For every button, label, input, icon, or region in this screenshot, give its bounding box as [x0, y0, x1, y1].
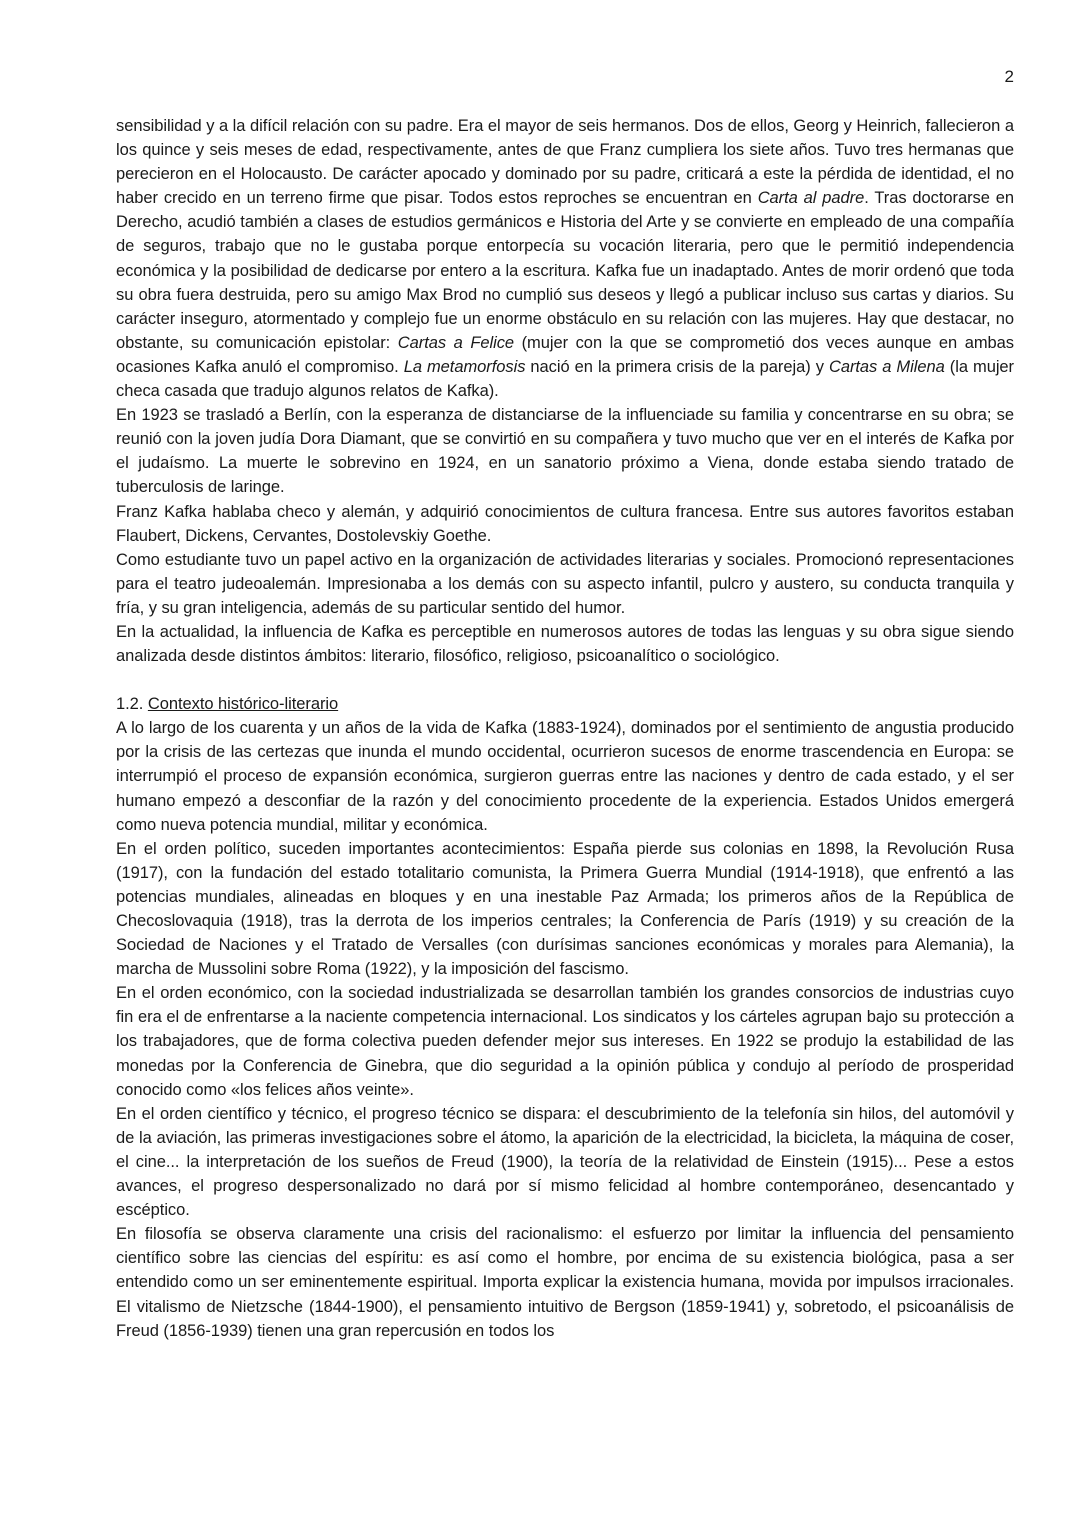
text-run: sensibilidad y a la difícil relación con su padre. Era el mayor de seis hermanos. Dos de ellos, Georg y Heinrich, fallecieron a los quince y seis meses de edad, respectivamente, antes de que Franz cumpliera los siete años. Tuvo tres hermanas que perecieron en el Holocausto. De carácter apocado y dominado por su padre, criticará a este la pérdida de identidad, el no haber crecido en un terreno firme que pisar. Todos estos reproches se encuentran en [116, 117, 1014, 208]
biography-section [116, 114, 1014, 668]
text-run: En la actualidad, la influencia de Kafka es perceptible en numerosos autores de todas las lenguas y su obra sigue siendo analizada desde distintos ámbitos: literario, filosófico, religioso, psicoanalítico o sociológico. [116, 622, 1014, 666]
italic-title: Cartas a Milena [828, 357, 945, 376]
paragraph: En el orden científico y técnico, el progreso técnico se dispara: el descubrimiento de la telefonía sin hilos, del automóvil y de la aviación, las primeras investigaciones sobre el átomo, la aparición de la electricidad, la bicicleta, la máquina de coser, el cine... la interpretación de los sueños de Freud (1900), la teoría de la relatividad de Einstein (1915)... Pese a estos avances, el progreso despersonalizado no dará por sí mismo felicidad al hombre contemporáneo, desencantado y escéptico. [116, 1104, 1014, 1220]
paragraph [116, 114, 1014, 403]
page-number: 2 [1004, 67, 1014, 86]
section-heading [116, 692, 1014, 716]
text-run: . Tras doctorarse en Derecho, acudió también a clases de estudios germánicos e Historia del Arte y se convierte en empleado de una compañía de seguros, trabajo que no le gustaba porque entorpecía su vocación literaria, pero que le permitió independencia económica y la posibilidad de dedicarse por entero a la escritura. Kafka fue un inadaptado. Antes de morir ordenó que toda su obra fuera destruida, pero su amigo Max Brod no cumplió sus deseos y llegó a publicar incluso sus cartas y diarios. Su carácter inseguro, atormentado y complejo fue un enorme obstáculo en su relación con las mujeres. Hay que destacar, no obstante, su comunicación epistolar: [116, 189, 1014, 352]
text-run: Como estudiante tuvo un papel activo en la organización de actividades literarias y sociales. Promocionó representaciones para el teatro judeoalemán. Impresionaba a los demás con su aspecto infantil, pulcro y austero, su conducta tranquila y fría, y su gran inteligencia, además de su particular sentido del humor. [116, 550, 1014, 617]
text-run: (la mujer checa casada que tradujo algunos relatos de Kafka). [116, 357, 1015, 401]
text-run: En 1923 se trasladó a Berlín, con la esperanza de distanciarse de la influenciade su familia y concentrarse en su obra; se reunió con la joven judía Dora Diamant, que se convirtió en su compañera y tuvo mucho que ver en el interés de Kafka por el judaísmo. La muerte le sobrevino en 1924, en un sanatorio próximo a Viena, donde estaba siendo tratado de tuberculosis de laringe. [116, 406, 1014, 497]
italic-title: La metamorfosis [403, 357, 526, 376]
paragraph: En el orden económico, con la sociedad industrializada se desarrollan también los grandes consorcios de industrias cuyo fin era el de enfrentarse a la naciente competencia internacional. Los sindicatos y los cárteles agrupan bajo su protección a los trabajadores, que de forma colectiva pueden defender mejor sus intereses. En 1922 se produjo la estabilidad de las monedas por la Conferencia de Ginebra, que dio seguridad a la opinión pública y condujo al período de prosperidad conocido como «los felices años veinte». [116, 984, 1014, 1099]
paragraph: En el orden político, suceden importantes acontecimientos: España pierde sus colonias en 1898, la Revolución Rusa (1917), con la fundación del estado totalitario comunista, la Primera Guerra Mundial (1914-1918), que enfrentó a las potencias mundiales, alineadas en bloques y en una inestable Paz Armada; los primeros años de la República de Checoslovaquia (1918), tras la derrota de los imperios centrales; la Conferencia de París (1919) y su creación de la Sociedad de Naciones y el Tratado de Versalles (con durísimas sanciones económicas y morales para Alemania), la marcha de Mussolini sobre Roma (1922), y la imposición del fascismo. [116, 839, 1014, 979]
paragraph [116, 620, 1014, 668]
section-heading-number: 1.2. [116, 695, 144, 714]
paragraph: A lo largo de los cuarenta y un años de la vida de Kafka (1883-1924), dominados por el sentimiento de angustia producido por la crisis de las certezas que inunda el mundo occidental, ocurrieron sucesos de enorme trascendencia en Europa: se interrumpió el proceso de expansión económica, surgieron guerras entre las naciones y dentro de cada estado, y el ser humano empezó a desconfiar de la razón y del conocimiento procedente de la experiencia. Estados Unidos emergerá como nueva potencia mundial, militar y económica. [116, 719, 1014, 834]
paragraph [116, 403, 1014, 499]
section-heading-title: Contexto histórico-literario [147, 695, 339, 714]
text-run: nació en la primera crisis de la pareja) y [525, 357, 829, 376]
italic-title: Cartas a Felice [397, 333, 515, 352]
paragraph [116, 500, 1014, 548]
paragraph [116, 548, 1014, 620]
text-run: Franz Kafka hablaba checo y alemán, y adquirió conocimientos de cultura francesa. Entre sus autores favoritos estaban Flaubert, Dickens, Cervantes, Dostolevskiy Goethe. [116, 502, 1014, 545]
paragraph: En filosofía se observa claramente una crisis del racionalismo: el esfuerzo por limitar la influencia del pensamiento científico sobre las ciencias del espíritu: es así como el hombre, por encima de su existencia biológica, pasa a ser entendido como un ser eminentemente espiritual. Importa explicar la existencia humana, movida por impulsos irracionales. El vitalismo de Nietzsche (1844-1900), el pensamiento intuitivo de Bergson (1859-1941) y, sobretodo, el psicoanálisis de Freud (1856-1939) tienen una gran repercusión en todos los [116, 1225, 1014, 1340]
page-body [116, 114, 1014, 1343]
italic-title: Carta al padre [757, 189, 865, 208]
text-run: (mujer con la que se comprometió dos veces aunque en ambas ocasiones Kafka anuló el compromiso. [116, 333, 1014, 376]
